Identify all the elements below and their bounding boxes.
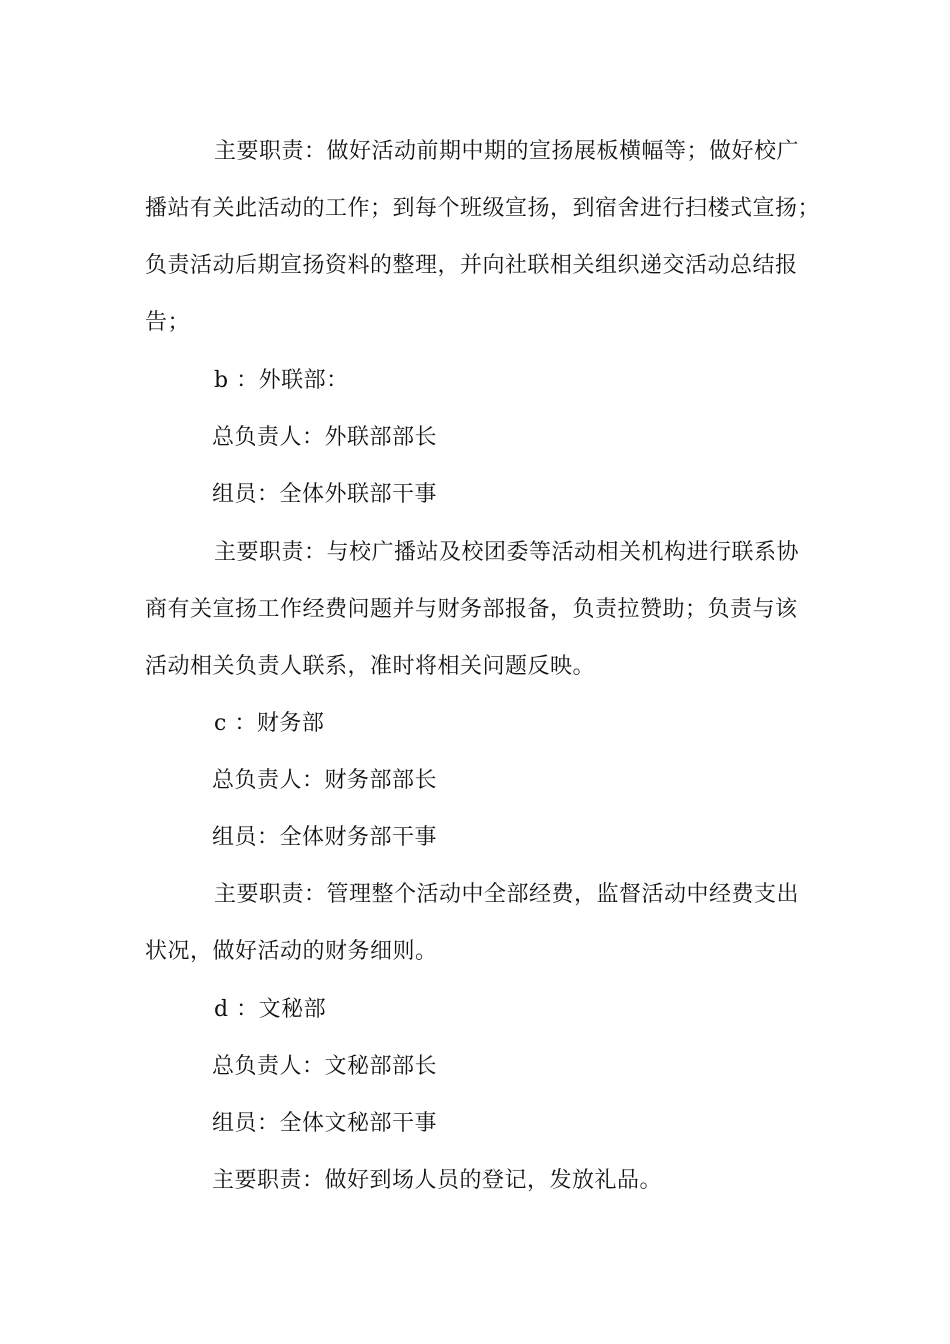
paragraph-line: 主要职责：管理整个活动中全部经费，监督活动中经费支出 [214, 882, 800, 907]
paragraph-line: 总负责人：财务部部长 [212, 768, 438, 793]
section-heading-d: d ：文秘部 [214, 997, 327, 1022]
paragraph-line: 状况，做好活动的财务细则。 [145, 939, 438, 964]
paragraph-line: 播站有关此活动的工作；到每个班级宣扬，到宿舍进行扫楼式宣扬； [145, 196, 821, 221]
paragraph-line: 活动相关负责人联系，准时将相关问题反映。 [145, 654, 596, 679]
paragraph-line: 主要职责：做好到场人员的登记，发放礼品。 [212, 1168, 663, 1193]
paragraph-line: 组员：全体财务部干事 [212, 825, 438, 850]
paragraph-line: 商有关宣扬工作经费问题并与财务部报备，负责拉赞助；负责与该 [145, 597, 798, 622]
paragraph-line: 总负责人：外联部部长 [212, 425, 438, 450]
paragraph-line: 主要职责：与校广播站及校团委等活动相关机构进行联系协 [214, 540, 800, 565]
paragraph-line: 组员：全体外联部干事 [212, 482, 438, 507]
paragraph-line: 总负责人：文秘部部长 [212, 1054, 438, 1079]
paragraph-line: 组员：全体文秘部干事 [212, 1111, 438, 1136]
paragraph-line: 主要职责：做好活动前期中期的宣扬展板横幅等；做好校广 [214, 139, 800, 164]
section-heading-c: c ：财务部 [214, 711, 325, 736]
section-heading-b: b ：外联部： [214, 368, 349, 393]
paragraph-line: 负责活动后期宣扬资料的整理，并向社联相关组织递交活动总结报 [145, 253, 798, 278]
paragraph-line: 告； [145, 310, 191, 335]
